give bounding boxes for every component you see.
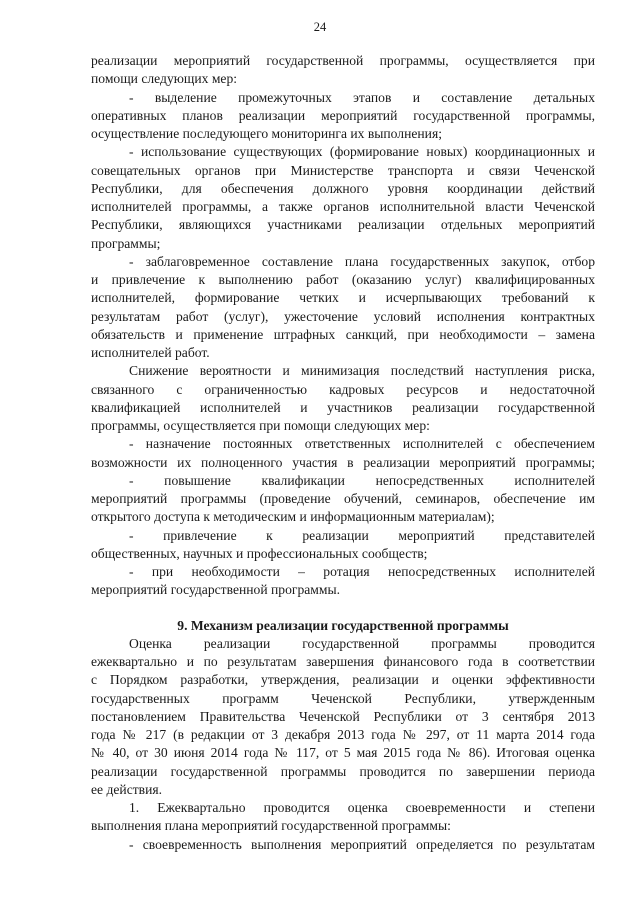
- page-number: 24: [313, 20, 327, 34]
- text-line: реализации мероприятий государственной программы, осуществляется при: [91, 53, 595, 68]
- text-line: Оценка реализации государственной программы проводится: [129, 635, 595, 651]
- text-line: совещательных органов при Министерстве транспорта и связи Чеченской: [91, 162, 595, 178]
- text-line: исполнителей программы, а также органов исполнительной власти Чеченской: [91, 199, 595, 214]
- text-line: программы, осуществляется при помощи следующих мер:: [91, 418, 430, 433]
- text-line: года № 217 (в редакции от 3 декабря 2013 года № 297, от 11 марта 2014 года: [91, 727, 595, 742]
- text-line: осуществление последующего мониторинга их выполнения;: [91, 126, 442, 141]
- text-line: - использование существующих (формирование новых) координационных и: [129, 144, 595, 160]
- section-heading: 9. Механизм реализации государственной программы: [177, 617, 509, 633]
- text-line: квалификацией исполнителей и участников реализации государственной: [91, 399, 595, 415]
- text-line: Республики, являющихся участниками реализации отдельных мероприятий: [91, 217, 595, 233]
- text-line: постановлением Правительства Чеченской Республики от 3 сентября 2013: [91, 708, 595, 724]
- text-line: возможности их полноценного участия в реализации мероприятий программы;: [91, 454, 595, 470]
- text-line: выполнения плана мероприятий государственной программы:: [91, 818, 451, 834]
- text-line: - своевременность выполнения мероприятий определяется по результатам: [129, 836, 595, 852]
- text-line: помощи следующих мер:: [91, 71, 238, 87]
- text-line: общественных, научных и профессиональных сообществ;: [91, 545, 428, 561]
- text-line: государственных программ Чеченской Республики, утвержденным: [91, 690, 595, 706]
- text-line: - при необходимости – ротация непосредственных исполнителей: [129, 564, 595, 579]
- text-line: ежеквартально и по результатам завершения финансового года в соответствии: [91, 654, 595, 669]
- text-line: 1. Ежеквартально проводится оценка своевременности и степени: [129, 800, 595, 815]
- text-line: оперативных планов реализации мероприятий государственной программы,: [91, 107, 595, 123]
- text-line: исполнителей, формирование четких и исчерпывающих требований к: [91, 290, 595, 306]
- text-line: открытого доступа к методическим и информационным материалам);: [91, 509, 495, 525]
- document-body: [91, 52, 595, 854]
- text-line: - выделение промежуточных этапов и составление детальных: [129, 89, 595, 105]
- text-line: программы;: [91, 235, 161, 251]
- text-line: - назначение постоянных ответственных исполнителей с обеспечением: [129, 436, 595, 452]
- text-line: - привлечение к реализации мероприятий представителей: [129, 527, 595, 543]
- text-line: - заблаговременное составление плана государственных закупок, отбор: [129, 253, 595, 269]
- text-line: Снижение вероятности и минимизация последствий наступления риска,: [129, 363, 595, 379]
- text-line: исполнителей работ.: [91, 345, 210, 360]
- paragraph-spacer: [91, 600, 595, 617]
- text-line: мероприятий государственной программы.: [91, 582, 341, 598]
- text-line: связанного с ограниченностью кадровых ресурсов и недостаточной: [91, 381, 595, 397]
- text-line: реализации государственной программы проводится по завершении периода: [91, 763, 595, 779]
- text-line: ее действия.: [91, 781, 163, 797]
- text-line: обязательств и применение штрафных санкций, при необходимости – замена: [91, 326, 595, 342]
- text-line: и привлечение к выполнению работ (оказанию услуг) квалифицированных: [91, 272, 595, 287]
- text-line: Республики, для обеспечения должного уровня координации действий: [91, 180, 595, 196]
- text-line: - повышение квалификации непосредственных исполнителей: [129, 472, 595, 488]
- text-line: мероприятий программы (проведение обучений, семинаров, обеспечение им: [91, 491, 595, 506]
- text-line: № 40, от 30 июня 2014 года № 117, от 5 мая 2015 года № 86). Итоговая оценка: [91, 745, 595, 761]
- text-line: с Порядком разработки, утверждения, реализации и оценки эффективности: [91, 672, 595, 688]
- text-line: результатам работ (услуг), ужесточение условий исполнения контрактных: [91, 308, 595, 324]
